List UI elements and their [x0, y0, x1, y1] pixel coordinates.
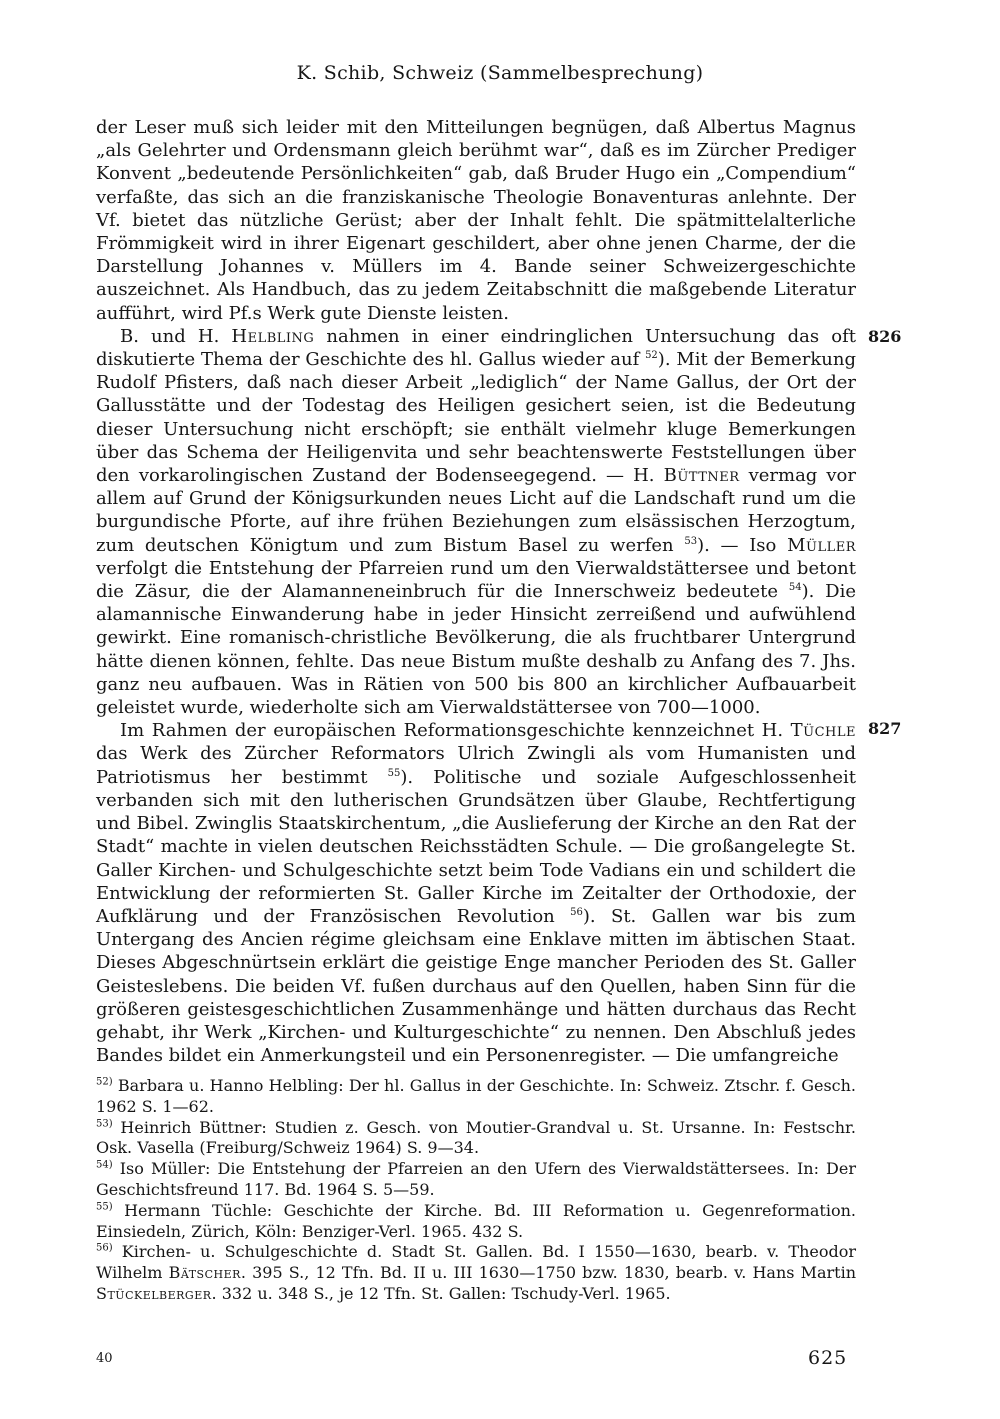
footnote [96, 1159, 856, 1201]
footnote-text: Barbara u. Hanno Helbling: Der hl. Gallus in der Geschichte. In: Schweiz. Ztschr. f. Gesch. 1962 S. 1—62. [96, 1076, 856, 1116]
margin-number: 827 [868, 719, 902, 738]
author-name: Büttner [663, 465, 740, 487]
footnote-text: Iso Müller: Die Entstehung der Pfarreien an den Ufern des Vierwaldstättersees. In: Der Geschichtsfreund 117. Bd. 1964 S. 5—59. [96, 1159, 856, 1199]
footnotes [96, 1076, 856, 1305]
margin-number: 826 [868, 327, 902, 346]
footnote-number: 55) [96, 1201, 113, 1213]
footnote [96, 1201, 856, 1243]
paragraph-2 [96, 325, 856, 719]
author-name: Bätscher [168, 1263, 241, 1283]
text-run: das Werk des Zürcher Reformators Ulrich Zwingli als vom Humanisten und Patriotismus her bestimmt [96, 743, 856, 788]
text-run: verfolgt die Entstehung der Pfarreien rund um den Vierwaldstättersee und betont die Zäsur, die der Alamanneneinbruch für die Innerschweiz bedeutete [96, 557, 856, 603]
footnote-text: Heinrich Büttner: Studien z. Gesch. von Moutier-Grandval u. St. Ursanne. In: Festschr. Osk. Vasella (Freiburg/Schweiz 1964) S. 9—34. [96, 1117, 856, 1158]
footnote-text: Kirchen- u. Schulgeschichte d. Stadt St. Gallen. Bd. I 1550—1630, bearb. v. Theodor Wilhelm [96, 1242, 856, 1283]
footnote-number: 54) [96, 1159, 113, 1171]
text-run: nahmen in einer eindringlichen Untersuchung das oft diskutierte Thema der Geschichte des hl. Gallus wieder auf [96, 325, 856, 371]
footnote [96, 1118, 856, 1160]
footnote-ref: 52 [645, 350, 658, 362]
paragraph-1: der Leser muß sich leider mit den Mitteilungen begnügen, daß Albertus Magnus „als Gelehrter und Ordensmann gleich berühmt war“, daß es im Zürcher Prediger Konvent „bedeutende Persönlichkeiten“ gab, daß Bruder Hugo ein „Compendium“ verfaßte, das sich an die franziskanische Theologie Bonaventuras anlehnte. Der Vf. bietet das nützliche Gerüst; aber der Inhalt fehlt. Die spätmittelalterliche Frömmigkeit wird in ihrer Eigenart geschildert, aber ohne jenen Charme, der die Darstellung Johannes v. Müllers im 4. Bande seiner Schweizergeschichte auszeichnet. Als Handbuch, das zu jedem Zeitabschnitt die maßgebende Literatur aufführt, wird Pf.s Werk gute Dienste leisten. [96, 117, 856, 324]
page-number: 625 [808, 1347, 848, 1369]
text-run: vermag vor allem auf Grund der Königsurkunden neues Licht auf die Landschaft rund um die burgundische Pforte, auf ihre frühen Beziehungen zum elsässischen Herzogtum, zum deutschen Königtum und zum Bistum Basel zu werfen [96, 465, 856, 556]
author-name: Helbling [231, 325, 315, 347]
main-text [96, 116, 856, 1067]
text-run: ). St. Gallen war bis zum Untergang des Ancien régime gleichsam eine Enklave mitten im äbtischen Staat. Dieses Abgeschnürtsein erklärt die geistige Enge mancher Perioden des St. Galler Geisteslebens. Die beiden Vf. fußen durchaus auf den Quellen, haben Sinn für die größeren geistesgeschichtlichen Zusammenhänge und hätten durchaus das Recht gehabt, ihr Werk „Kirchen- und Kulturgeschichte“ zu nennen. Den Abschluß jedes Bandes bildet ein Anmerkungsteil und ein Personenregister. — Die umfangreiche [96, 905, 856, 1067]
footnote-number: 56) [96, 1243, 113, 1255]
footnote-ref: 53 [684, 535, 698, 547]
author-name: Stückelberger [96, 1283, 212, 1303]
footnote-ref: 55 [387, 767, 401, 779]
paragraph-3 [96, 719, 856, 1067]
text-run: ). Mit der Bemerkung Rudolf Pfisters, daß nach dieser Arbeit „lediglich“ der Name Gallus, der Ort der Gallusstätte und der Todestag des Heiligen gesichert seien, ist die Bedeutung dieser Untersuchung nicht erschöpft; sie enthält vielmehr kluge Bemerkungen über das Schema der Heiligenvita und sehr beachtenswerte Feststellungen über den vorkarolingischen Zustand der Bodenseegegend. — H. [96, 349, 856, 487]
footnote-number: 52) [96, 1076, 113, 1088]
text-run: ). — Iso [697, 534, 788, 556]
footnote-text: . 332 u. 348 S., je 12 Tfn. St. Gallen: Tschudy-Verl. 1965. [211, 1283, 671, 1303]
footnote-ref: 56 [570, 906, 583, 918]
text-run: Im Rahmen der europäischen Reformationsgeschichte kennzeichnet H. [120, 720, 791, 742]
footnote-text: . 395 S., 12 Tfn. Bd. II u. III 1630—1750 bzw. 1830, bearb. v. Hans Martin [240, 1263, 857, 1283]
author-name: Müller [787, 534, 857, 556]
footnote-ref: 54 [788, 582, 802, 594]
footnote-text: Hermann Tüchle: Geschichte der Kirche. Bd. III Reformation u. Gegenreformation. Einsiedeln, Zürich, Köln: Benziger-Verl. 1965. 432 S. [96, 1200, 856, 1241]
footnote [96, 1242, 856, 1304]
running-header: K. Schib, Schweiz (Sammelbesprechung) [296, 62, 704, 84]
text-run: B. und H. [120, 325, 232, 347]
author-name: Tüchle [790, 720, 856, 742]
text-run: ). Die alamannische Einwanderung habe in jeder Hinsicht zerreißend und aufwühlend gewirkt. Eine romanisch-christliche Bevölkerung, die als fruchtbarer Untergrund hätte dienen können, fehlte. Das neue Bistum mußte deshalb zu Anfang des 7. Jhs. ganz neu aufbauen. Was in Rätien von 500 bis 800 an kirchlicher Aufbauarbeit geleistet wurde, wiederholte sich am Vierwaldstättersee von 700—1000. [96, 581, 857, 719]
text-run: ). Politische und soziale Aufgeschlossenheit verbanden sich mit den lutherischen Grundsätzen über Glaube, Rechtfertigung und Bibel. Zwinglis Staatskirchentum, „die Auslieferung der Kirche an den Rat der Stadt“ machte in vielen deutschen Reichsstädten Schule. — Die großangelegte St. Galler Kirchen- und Schulgeschichte setzt beim Tode Vadians ein und schildert die Entwicklung der reformierten St. Galler Kirche im Zeitalter der Orthodoxie, der Aufklärung und der Französischen Revolution [96, 766, 856, 927]
signature-mark: 40 [96, 1351, 113, 1366]
footnote [96, 1076, 856, 1118]
footnote-number: 53) [96, 1118, 113, 1130]
